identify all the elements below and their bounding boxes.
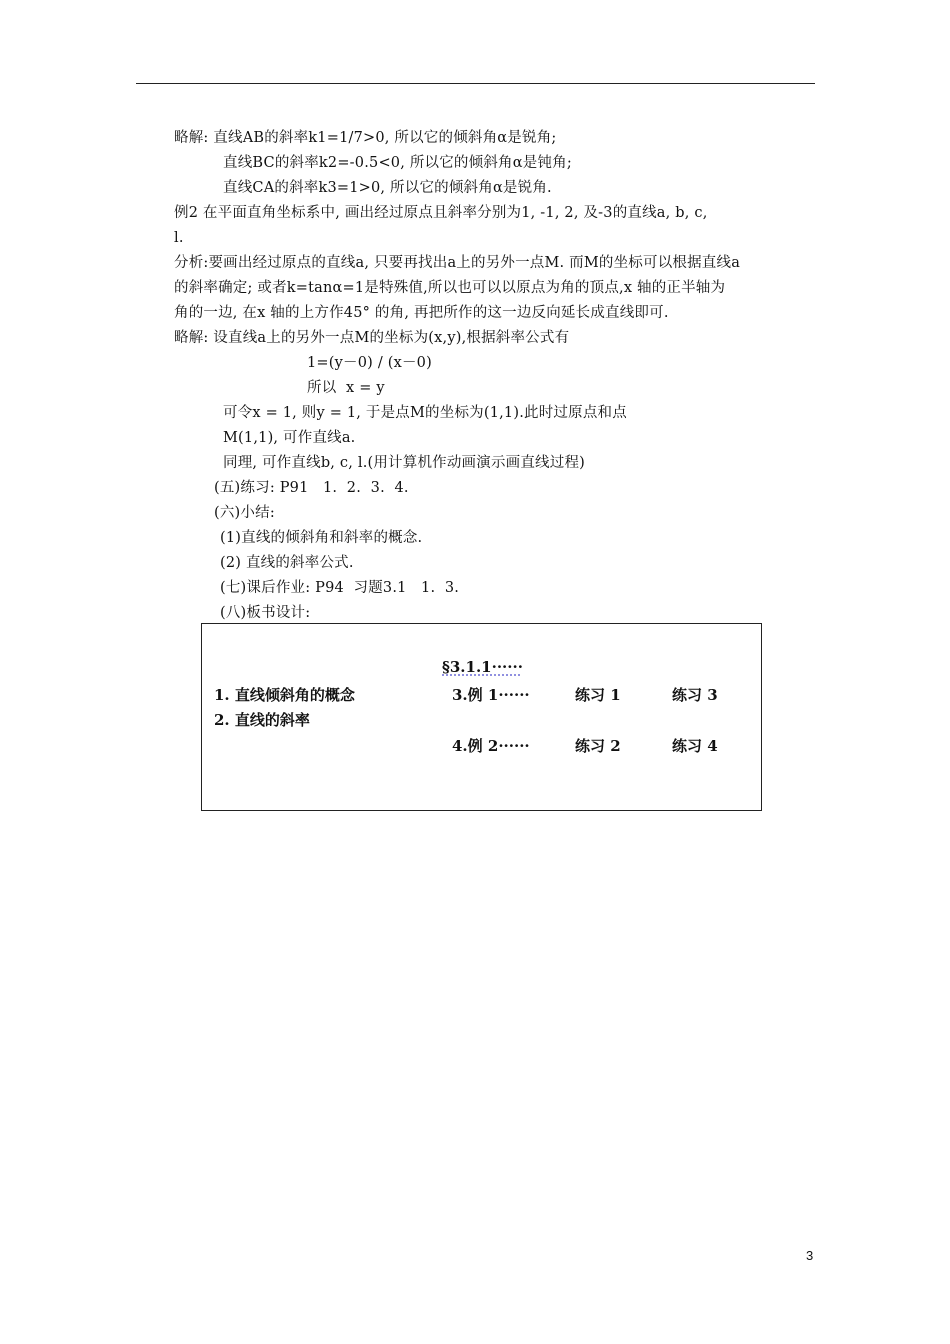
- text-line: (八)板书设计:: [220, 605, 311, 621]
- board-practice-4: 练习 4: [672, 737, 718, 755]
- text-line: 角的一边, 在x 轴的上方作45° 的角, 再把所作的这一边反向延长成直线即可.: [174, 305, 669, 321]
- board-practice-1: 练习 1: [575, 686, 621, 704]
- text-line: 略解: 设直线a上的另外一点M的坐标为(x,y),根据斜率公式有: [174, 330, 570, 346]
- board-item-2: 2. 直线的斜率: [214, 711, 310, 729]
- formula-line: 1=(y－0) / (x－0): [307, 355, 432, 371]
- text-line: 同理, 可作直线b, c, l.(用计算机作动画演示画直线过程): [223, 455, 586, 471]
- header-rule: [136, 83, 815, 84]
- text-line: (1)直线的倾斜角和斜率的概念.: [220, 530, 423, 546]
- text-line: 略解: 直线AB的斜率k1=1/7>0, 所以它的倾斜角α是锐角;: [174, 130, 557, 146]
- text-line: 例2 在平面直角坐标系中, 画出经过原点且斜率分别为1, -1, 2, 及-3的直线a, b, c,: [174, 205, 708, 221]
- board-example-1: 3.例 1······: [452, 686, 530, 704]
- text-line: M(1,1), 可作直线a.: [223, 430, 356, 446]
- text-line: 可令x = 1, 则y = 1, 于是点M的坐标为(1,1).此时过原点和点: [223, 405, 627, 421]
- blackboard-design-box: [201, 623, 762, 811]
- text-line: (七)课后作业: P94 习题3.1 1. 3.: [220, 580, 460, 596]
- text-line: 的斜率确定; 或者k=tanα=1是特殊值,所以也可以以原点为角的顶点,x 轴的正半轴为: [174, 280, 726, 296]
- text-line: 直线BC的斜率k2=-0.5<0, 所以它的倾斜角α是钝角;: [223, 155, 572, 171]
- board-practice-3: 练习 3: [672, 686, 718, 704]
- text-line: (五)练习: P91 1. 2. 3. 4.: [214, 480, 409, 496]
- board-item-1: 1. 直线倾斜角的概念: [214, 686, 355, 704]
- formula-line: 所以 x = y: [307, 380, 385, 396]
- text-line: 直线CA的斜率k3=1>0, 所以它的倾斜角α是锐角.: [223, 180, 552, 196]
- board-example-2: 4.例 2······: [452, 737, 530, 755]
- text-line: l.: [174, 230, 184, 246]
- text-line: (2) 直线的斜率公式.: [220, 555, 354, 571]
- text-line: 分析:要画出经过原点的直线a, 只要再找出a上的另外一点M. 而M的坐标可以根据直线a: [174, 255, 741, 271]
- board-practice-2: 练习 2: [575, 737, 621, 755]
- text-line: (六)小结:: [214, 505, 275, 521]
- board-section-title: §3.1.1······: [442, 658, 523, 676]
- page-number: 3: [806, 1248, 814, 1263]
